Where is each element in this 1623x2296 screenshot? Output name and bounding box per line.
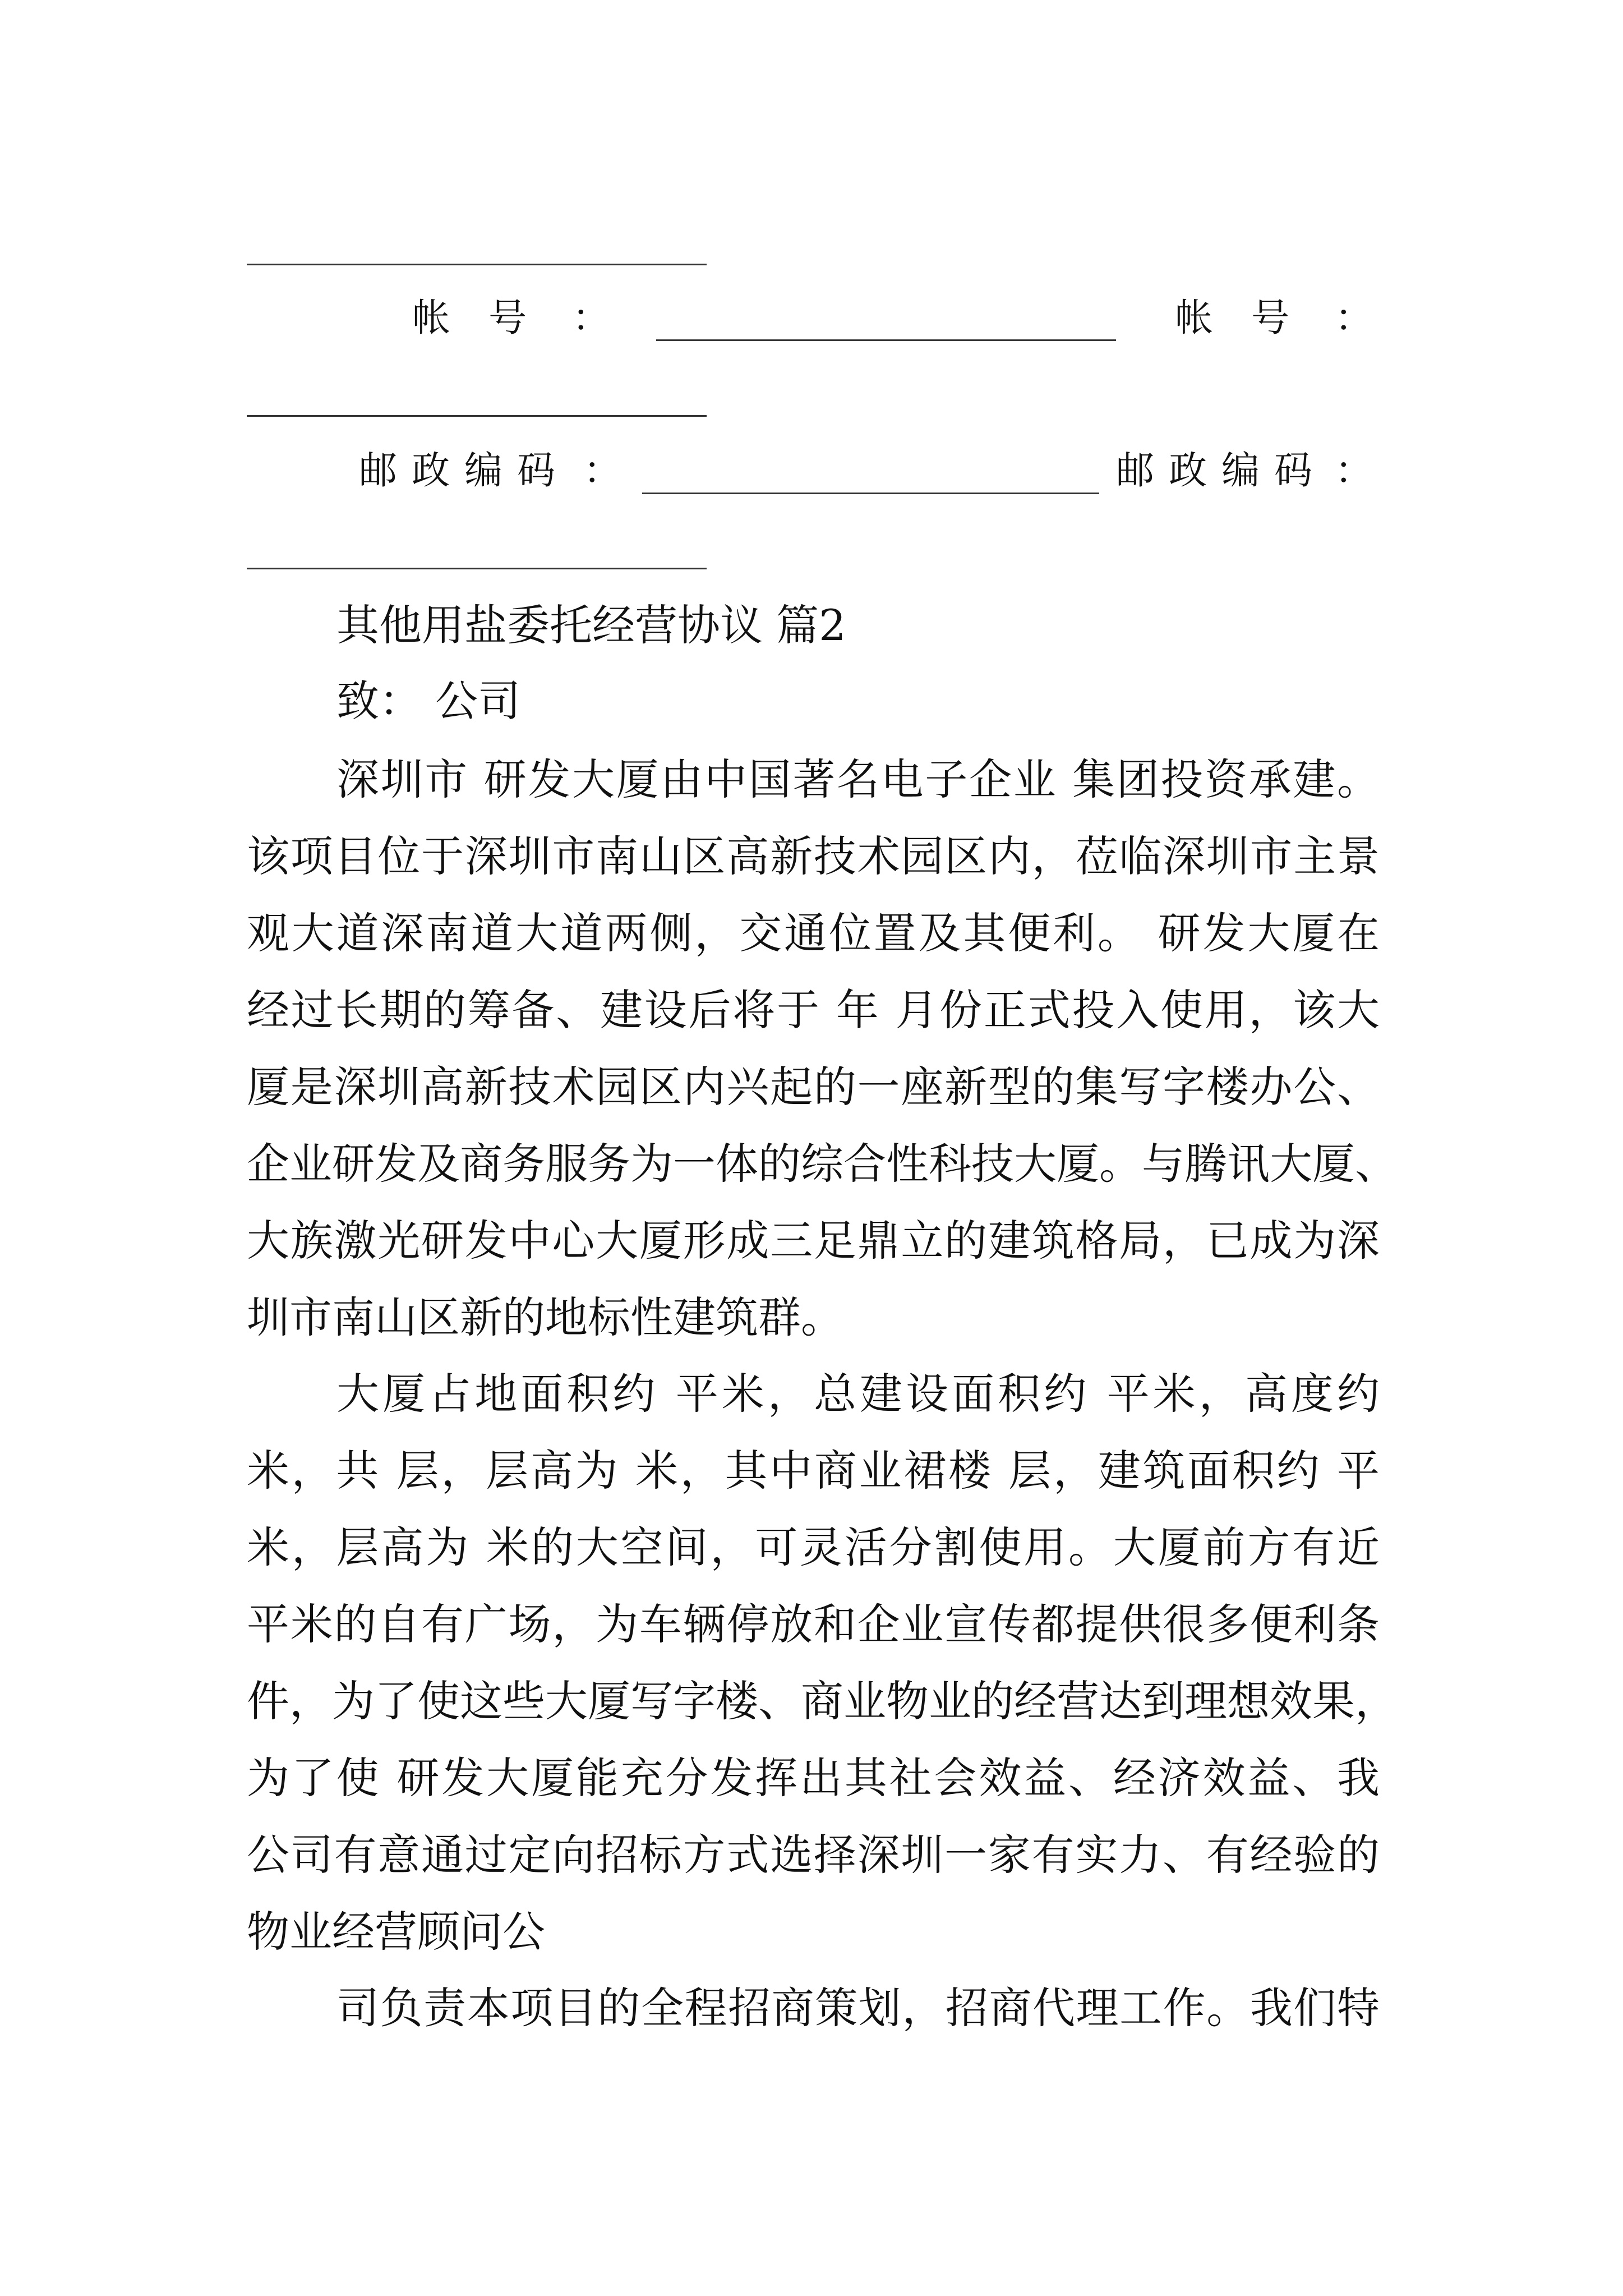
paragraph-line: 企业研发及商务服务为一体的综合性科技大厦。与腾讯大厦、 xyxy=(247,1139,1398,1189)
paragraph-line: 公司有意通过定向招标方式选择深圳一家有实力、有经验的 xyxy=(247,1830,1380,1880)
postcode-label-right: 邮政编码 xyxy=(1116,449,1327,493)
paragraph-line: 观大道深南道大道两侧，交通位置及其便利。 研发大厦在 xyxy=(247,908,1380,958)
signature-line xyxy=(247,264,707,265)
postcode-colon-left: ： xyxy=(583,449,622,493)
paragraph-line: 米，共 层，层高为 米，其中商业裙楼 层，建筑面积约 平 xyxy=(247,1446,1380,1496)
account-colon-right: ： xyxy=(1335,296,1373,341)
paragraph-line: 圳市南山区新的地标性建筑群。 xyxy=(247,1292,843,1342)
paragraph-line: 大厦占地面积约 平米，总建设面积约 平米，高度约 xyxy=(336,1369,1380,1419)
paragraph-line: 厦是深圳高新技术园区内兴起的一座新型的集写字楼办公、 xyxy=(247,1062,1380,1112)
account-label-left: 帐号 xyxy=(412,296,565,341)
postcode-line-right xyxy=(247,568,707,569)
paragraph-line: 件，为了使这些大厦写字楼、商业物业的经营达到理想效果， xyxy=(247,1676,1398,1726)
paragraph-line: 经过长期的筹备、建设后将于 年 月份正式投入使用，该大 xyxy=(247,985,1380,1035)
postcode-colon-right: ： xyxy=(1335,449,1373,493)
account-line-left xyxy=(656,339,1116,341)
postcode-line-left xyxy=(642,493,1099,494)
paragraph-line: 为了使 研发大厦能充分发挥出其社会效益、经济效益、我 xyxy=(247,1753,1380,1803)
paragraph-line: 米，层高为 米的大空间，可灵活分割使用。大厦前方有近 xyxy=(247,1522,1380,1572)
paragraph-line: 物业经营顾问公 xyxy=(247,1907,545,1957)
account-colon-left: ： xyxy=(572,296,611,341)
paragraph-line: 深圳市 研发大厦由中国著名电子企业 集团投资承建。 xyxy=(336,754,1380,804)
account-line-right xyxy=(247,415,707,417)
document-heading: 其他用盐委托经营协议 篇2 xyxy=(336,600,846,650)
paragraph-line: 司负责本项目的全程招商策划，招商代理工作。我们特 xyxy=(336,1983,1380,2033)
paragraph-line: 大族激光研发中心大厦形成三足鼎立的建筑格局，已成为深 xyxy=(247,1216,1380,1266)
account-label-right: 帐号 xyxy=(1175,296,1328,341)
paragraph-line: 平米的自有广场，为车辆停放和企业宣传都提供很多便利条 xyxy=(247,1599,1380,1649)
paragraph-line: 该项目位于深圳市南山区高新技术园区内，莅临深圳市主景 xyxy=(247,831,1380,881)
salutation: 致： 公司 xyxy=(336,676,521,726)
postcode-label-left: 邮政编码 xyxy=(359,449,570,493)
